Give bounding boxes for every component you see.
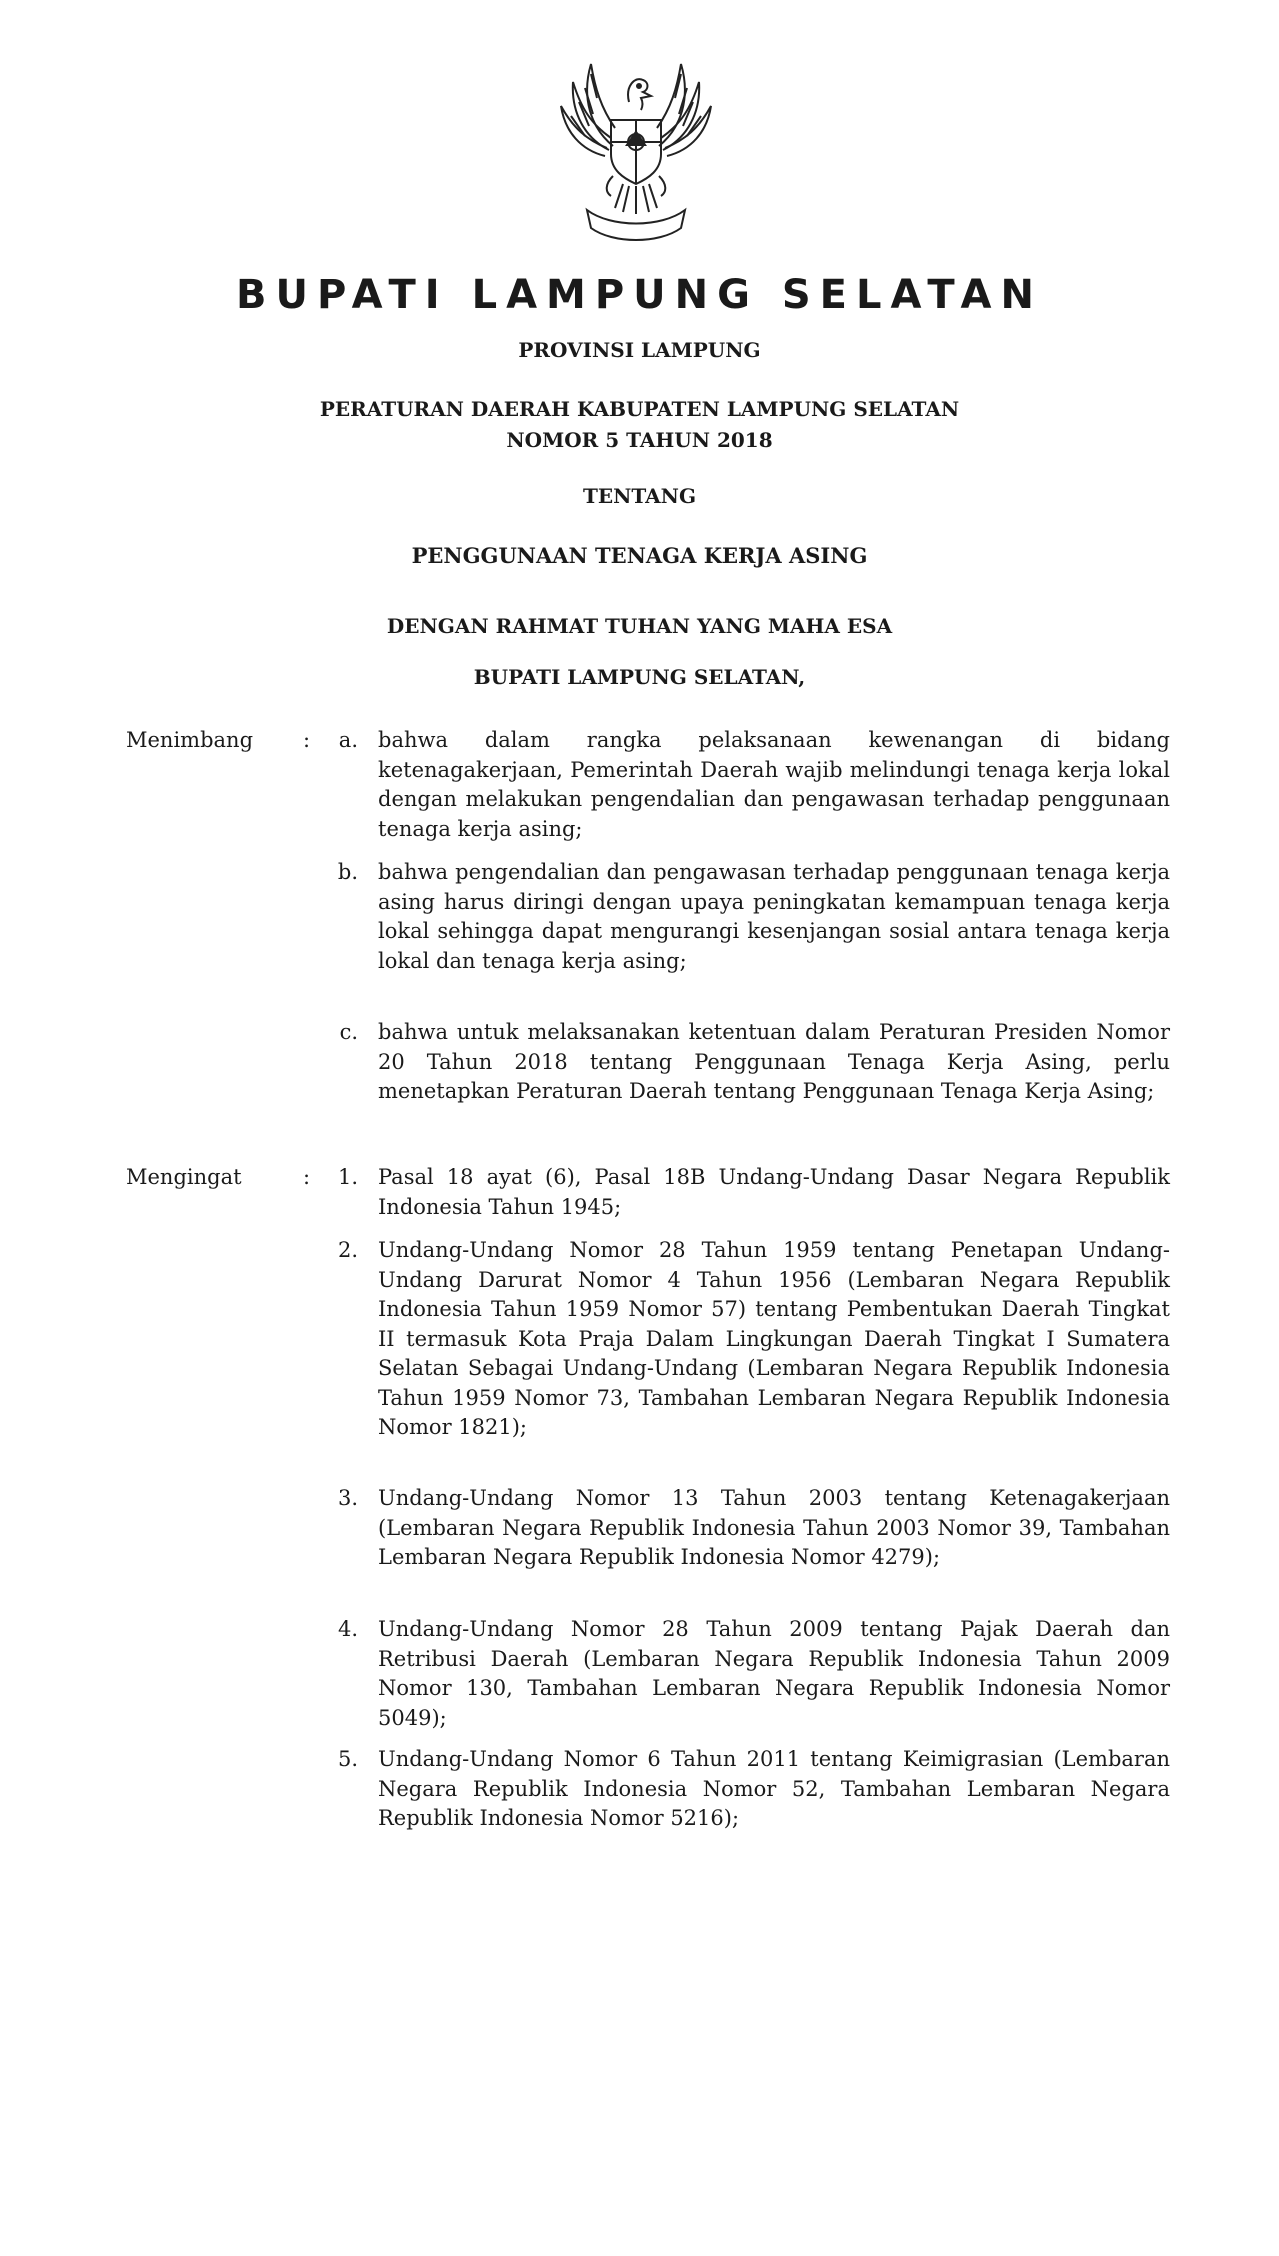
mengingat-label: Mengingat	[126, 1165, 242, 1189]
blessing-line: DENGAN RAHMAT TUHAN YANG MAHA ESA	[386, 614, 893, 638]
legal-basis-item	[262, 1163, 1170, 1222]
item-text: bahwa dalam rangka pelaksanaan kewenangan di bidang ketenagakerjaan, Pemerintah Daerah wajib melindungi tenaga kerja lokal dengan melakukan pengendalian dan pengawasan terhadap penggunaan tenaga kerja asing;	[378, 728, 1170, 841]
garuda-emblem-icon	[551, 58, 721, 250]
item-marker: 3.	[337, 1486, 358, 1510]
item-text: Pasal 18 ayat (6), Pasal 18B Undang-Undang Dasar Negara Republik Indonesia Tahun 1945;	[378, 1165, 1170, 1219]
province-heading: PROVINSI LAMPUNG	[518, 338, 761, 362]
legal-basis-item	[262, 1236, 1170, 1443]
item-text: Undang-Undang Nomor 13 Tahun 2003 tentang Ketenagakerjaan (Lembaran Negara Republik Indonesia Tahun 2003 Nomor 39, Tambahan Lembaran Negara Republik Indonesia Nomor 4279);	[378, 1486, 1170, 1569]
item-marker: 2.	[337, 1238, 358, 1262]
mengingat-colon: :	[303, 1165, 311, 1189]
regulation-title-line1: PERATURAN DAERAH KABUPATEN LAMPUNG SELATAN	[319, 397, 960, 421]
item-text: Undang-Undang Nomor 28 Tahun 1959 tentang Penetapan Undang- Undang Darurat Nomor 4 Tahun 1956 (Lembaran Negara Republik Indonesia Tahun 1959 Nomor 57) tentang Pembentukan Daerah Tingkat II termasuk Kota Praja Dalam Lingkungan Daerah Tingkat I Sumatera Selatan Sebagai Undang-Undang (Lembaran Negara Republik Indonesia Tahun 1959 Nomor 73, Tambahan Lembaran Negara Republik Indonesia Nomor 1821);	[378, 1238, 1170, 1439]
regulation-subject: PENGGUNAAN TENAGA KERJA ASING	[411, 543, 868, 568]
item-text: bahwa pengendalian dan pengawasan terhadap penggunaan tenaga kerja asing harus diringi dengan upaya peningkatan kemampuan tenaga kerja lokal sehingga dapat mengurangi kesenjangan sosial antara tenaga kerja lokal dan tenaga kerja asing;	[378, 860, 1170, 973]
item-marker: 5.	[337, 1747, 358, 1771]
legal-basis-item	[262, 1745, 1170, 1834]
regent-heading: BUPATI LAMPUNG SELATAN,	[473, 665, 806, 689]
legal-basis-item	[262, 1615, 1170, 1733]
item-marker: b.	[337, 860, 358, 884]
consideration-item	[262, 726, 1170, 844]
document-title: BUPATI LAMPUNG SELATAN	[236, 272, 1043, 318]
menimbang-colon: :	[303, 728, 311, 752]
regulation-title-line2: NOMOR 5 TAHUN 2018	[506, 428, 773, 452]
consideration-item	[262, 858, 1170, 976]
item-marker: c.	[339, 1020, 358, 1044]
consideration-item	[262, 1018, 1170, 1107]
item-text: Undang-Undang Nomor 28 Tahun 2009 tentang Pajak Daerah dan Retribusi Daerah (Lembaran Negara Republik Indonesia Tahun 2009 Nomor 130, Tambahan Lembaran Negara Republik Indonesia Nomor 5049);	[378, 1617, 1170, 1730]
menimbang-label: Menimbang	[126, 728, 254, 752]
item-text: bahwa untuk melaksanakan ketentuan dalam Peraturan Presiden Nomor 20 Tahun 2018 tentang Penggunaan Tenaga Kerja Asing, perlu menetapkan Peraturan Daerah tentang Penggunaan Tenaga Kerja Asing;	[378, 1020, 1170, 1103]
about-heading: TENTANG	[582, 484, 697, 508]
item-marker: 1.	[337, 1165, 358, 1189]
item-marker: a.	[338, 728, 358, 752]
item-text: Undang-Undang Nomor 6 Tahun 2011 tentang Keimigrasian (Lembaran Negara Republik Indonesia Nomor 52, Tambahan Lembaran Negara Republik Indonesia Nomor 5216);	[378, 1747, 1170, 1830]
legal-basis-item	[262, 1484, 1170, 1573]
item-marker: 4.	[337, 1617, 358, 1641]
